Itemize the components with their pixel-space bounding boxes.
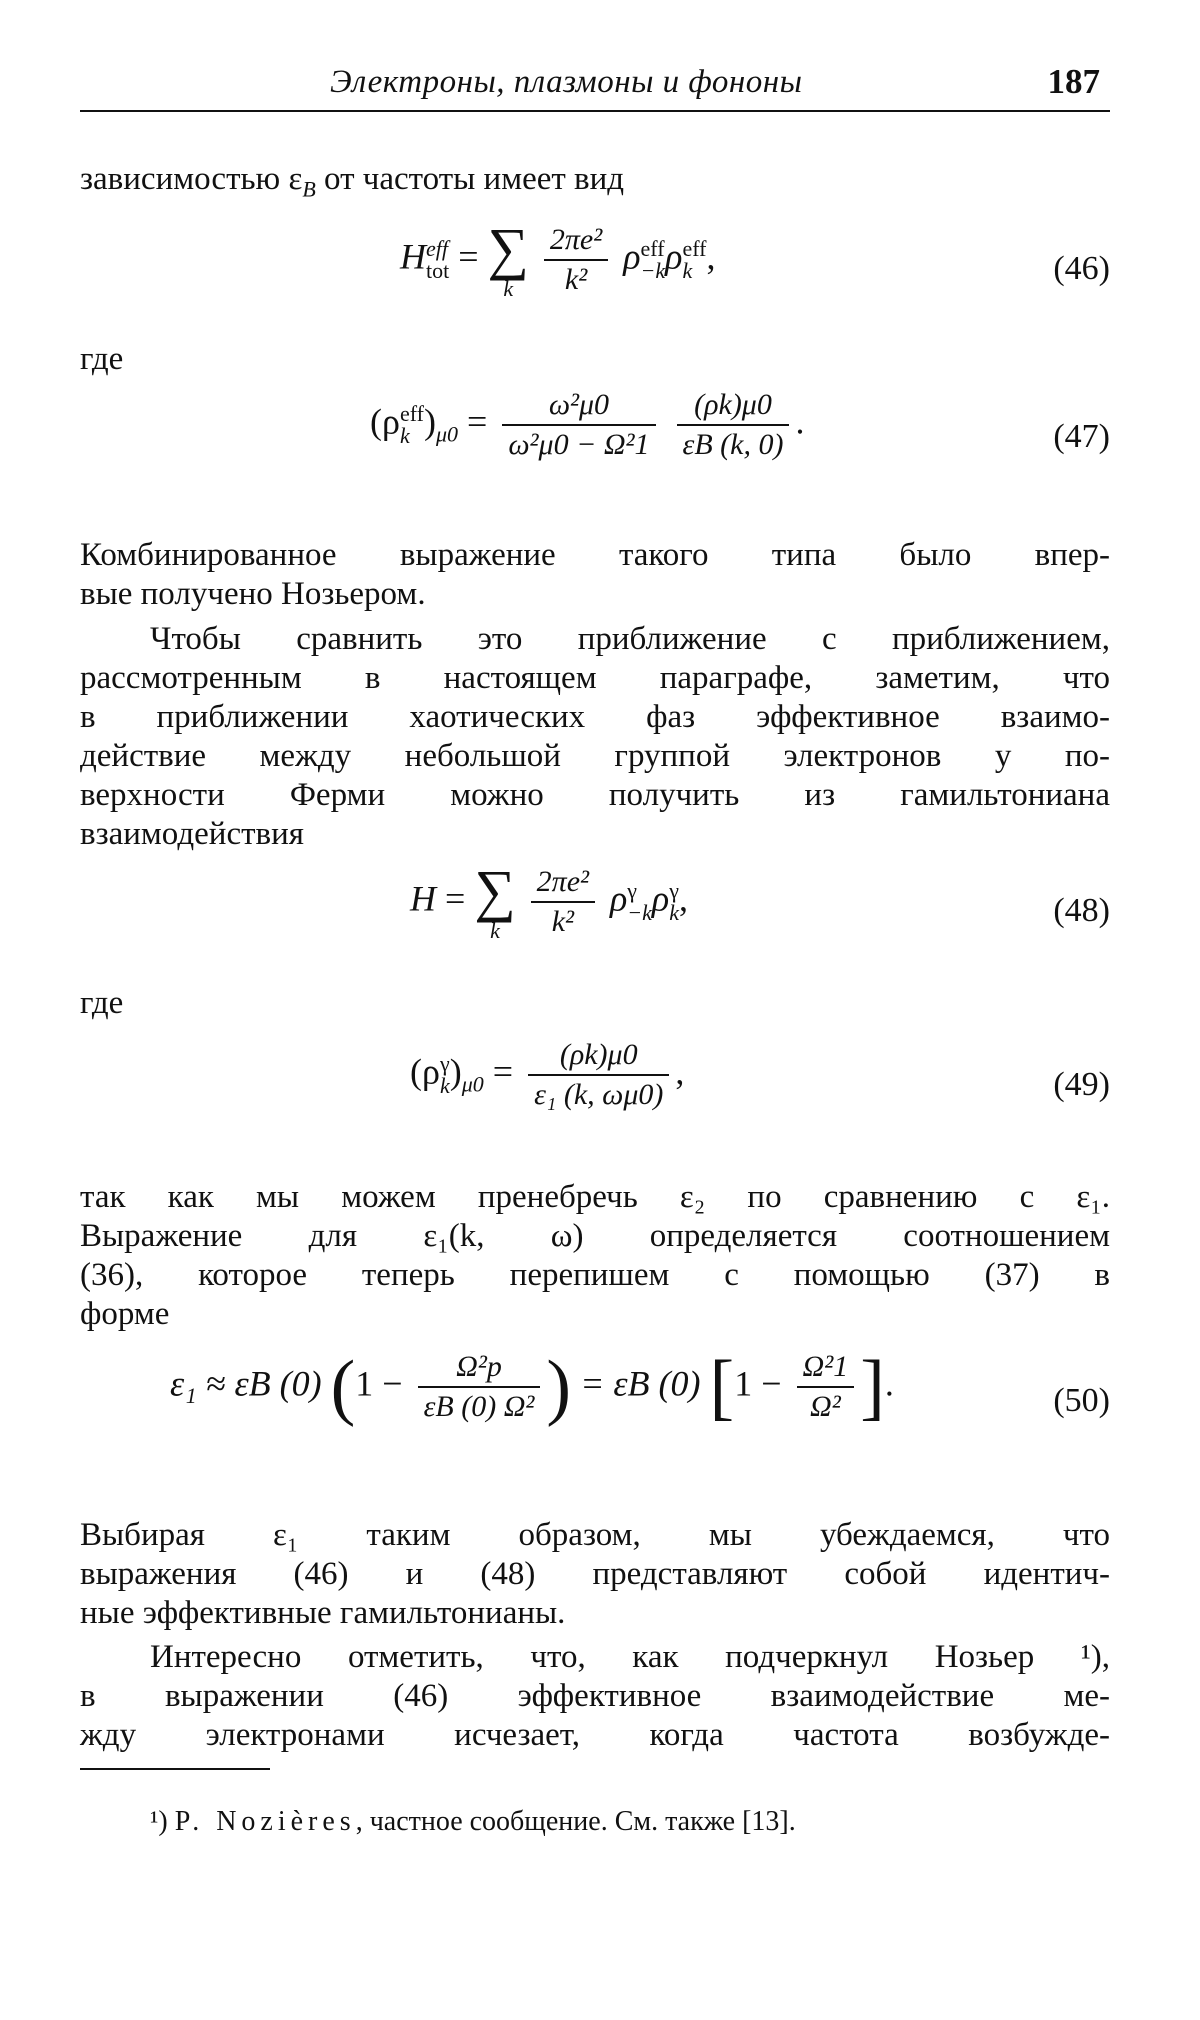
paragraph-comparison: Чтобы сравнить это приближение с приближением, рассмотренным в настоящем параграфе, заметим, что в приближении хаотических фаз эффективное взаимо- действие между небольшой группой электронов у по- верхности Ферми можно получить из гамильтониана взаимодействия — [80, 621, 1110, 852]
equation-46: H eff tot = ∑ k $\frac{\text{2πe²}}{\text{k²}}$ ρ eff −k ρ eff k , (46) — [400, 216, 1110, 301]
paragraph-choosing-epsilon: Выбирая ε₁ таким образом, мы убеждаемся, что выражения (46) и (48) представляют собой идентич- ные эффективные гамильтонианы. — [80, 1517, 1110, 1631]
equation-number: (49) — [1053, 1066, 1110, 1103]
fraction: $\frac{\text{2πe²}}{\text{k²}}$ — [544, 223, 608, 297]
equation-number: (50) — [1053, 1382, 1110, 1419]
equation-50: ε₁ ≈ εB (0) (1 − $\frac{\text{Ω²p}}{\text{εB (0) Ω²}}$ ) = εB (0) [1 − $\frac{\text{Ω²1}}{\text{Ω²}}$ ]. (50) — [170, 1346, 1110, 1428]
paragraph-nozieres-remark: Интересно отметить, что, как подчеркнул Нозьер ¹), в выражении (46) эффективное взаимодействие ме- жду электронами исчезает, когда частота возбужде- — [80, 1639, 1110, 1753]
footnote-rule — [80, 1768, 270, 1770]
header-rule — [80, 110, 1110, 112]
paragraph-where-2: где — [80, 985, 124, 1021]
footnote-marker: ¹) — [150, 1806, 168, 1837]
page-number: 187 — [1047, 62, 1100, 101]
equation-number: (48) — [1053, 892, 1110, 929]
fraction: $\frac{\text{ω²μ0}}{\text{ω²μ0 − Ω²1}}$ — [502, 388, 655, 462]
intro-text-b: от частоты имеет вид — [315, 161, 625, 197]
footnote-author: P. Nozières — [174, 1806, 356, 1837]
equation-47: (ρ eff k )$_{\mu 0}$ = $\frac{\text{ω²μ0}}{\text{ω²μ0 − Ω²1}}$ $\frac{(\rho k)\mu 0}{\varepsilon B (k, 0)}$ . (47) — [370, 388, 1110, 461]
equation-number: (46) — [1053, 250, 1110, 287]
equation-49: (ρ γ k )$_{\mu 0}$ = $\frac{(\rho k)\mu 0}{\text{ε₁ (k, ωμ0)}}$ , (49) — [410, 1038, 1110, 1111]
fraction: $\frac{\text{Ω²1}}{\text{Ω²}}$ — [797, 1350, 855, 1424]
footnote-text: , частное сообщение. См. также [13]. — [355, 1806, 796, 1837]
fraction: $\frac{\text{Ω²p}}{\text{εB (0) Ω²}}$ — [418, 1350, 541, 1424]
paragraph-combined-expression: Комбинированное выражение такого типа было впер- вые получено Нозьером. — [80, 537, 1110, 612]
summation-sign: ∑ k — [474, 858, 516, 943]
equation-number: (47) — [1053, 418, 1110, 455]
fraction: $\frac{(\rho k)\mu 0}{\varepsilon B (k, 0)}$ — [677, 388, 790, 462]
footnote — [150, 1806, 796, 1838]
paragraph-where-1: где — [80, 341, 124, 377]
running-head — [80, 58, 1110, 108]
summation-sign: ∑ k — [487, 216, 529, 301]
running-head-title: Электроны, плазмоны и фононы — [330, 64, 803, 100]
fraction: $\frac{(\rho k)\mu 0}{\text{ε₁ (k, ωμ0)}}$ — [528, 1038, 669, 1112]
fraction: $\frac{\text{2πe²}}{\text{k²}}$ — [531, 865, 595, 939]
equation-48: H = ∑ k $\frac{\text{2πe²}}{\text{k²}}$ ρ γ −k ρ γ k , (48) — [410, 858, 1110, 943]
intro-text-a: зависимостью ε — [80, 161, 303, 197]
paragraph-neglect-epsilon: так как мы можем пренебречь ε₂ по сравнению с ε₁. Выражение для ε₁(k, ω) определяется соотношением (36), которое теперь перепишем с помощью (37) в форме — [80, 1179, 1110, 1332]
intro-sub-b: B — [302, 176, 316, 202]
paragraph-intro — [80, 160, 1110, 209]
